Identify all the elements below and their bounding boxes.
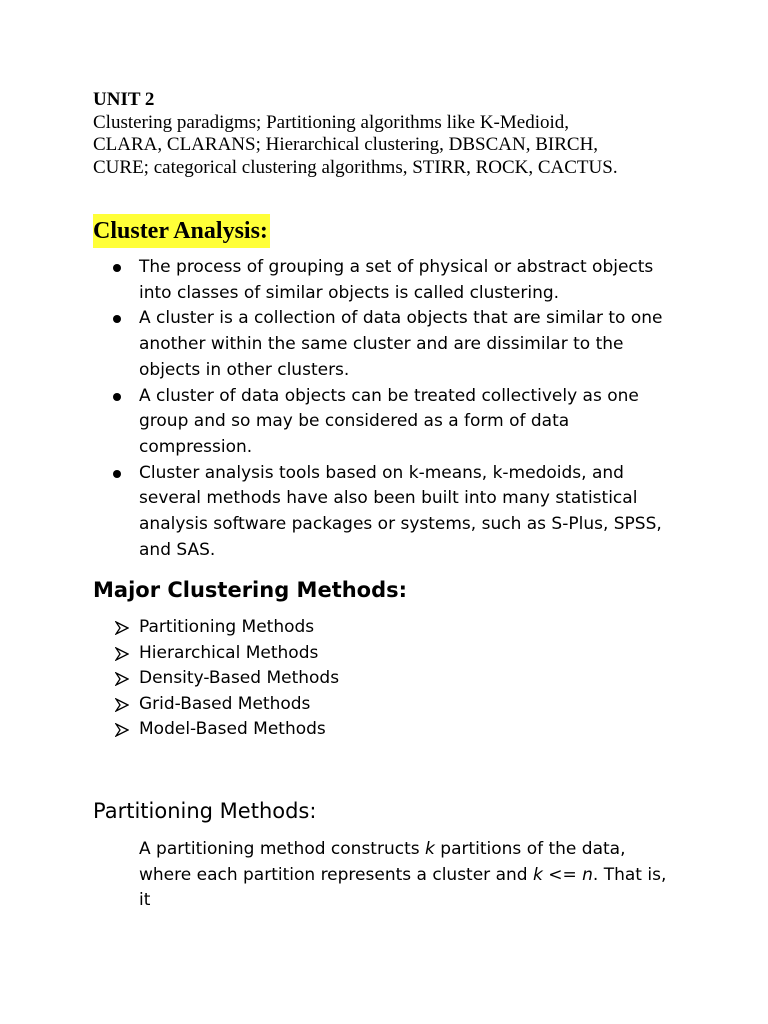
list-item [93, 692, 673, 718]
bullet-icon [113, 393, 121, 401]
text-run: <= [542, 864, 583, 885]
text-run: A partitioning method constructs [139, 839, 426, 859]
unit-intro [93, 89, 693, 179]
list-item [93, 461, 673, 564]
bullet-line: The process of grouping a set of physical or abstract objects [139, 257, 654, 277]
partitioning-paragraph [139, 837, 679, 914]
cluster-analysis-heading: Cluster Analysis: [93, 214, 270, 248]
bullet-line: analysis software packages or systems, such as S-Plus, SPSS, [139, 514, 662, 535]
bullet-line: Cluster analysis tools based on k-means, k-medoids, and [139, 462, 624, 483]
variable-k: k [425, 839, 435, 859]
list-item [93, 666, 673, 692]
list-item [93, 255, 673, 306]
list-item [93, 641, 673, 667]
cluster-analysis-bullets [93, 255, 673, 563]
bullet-line: compression. [139, 436, 253, 457]
bullet-icon [113, 315, 121, 323]
text-run: where each partition represents a cluster and [139, 864, 533, 885]
bullet-line: another within the same cluster and are dissimilar to the [139, 334, 624, 355]
method-label: Density-Based Methods [139, 668, 340, 689]
arrowhead-bullet-icon [115, 723, 129, 737]
bullet-icon [113, 470, 121, 478]
text-run: partitions of the data, [434, 839, 626, 859]
method-label: Model-Based Methods [139, 719, 326, 740]
method-label: Hierarchical Methods [139, 642, 319, 663]
bullet-line: objects in other clusters. [139, 359, 350, 380]
unit-topics-line: Clustering paradigms; Partitioning algorithms like K-Medioid, [93, 111, 570, 133]
bullet-line: and SAS. [139, 539, 216, 560]
text-run: . That is, it [139, 864, 667, 911]
arrowhead-bullet-icon [115, 621, 129, 635]
bullet-line: A cluster of data objects can be treated collectively as one [139, 385, 639, 406]
major-methods-heading: Major Clustering Methods: [93, 578, 408, 602]
method-label: Grid-Based Methods [139, 693, 311, 714]
paragraph-line [139, 863, 679, 914]
bullet-line: A cluster is a collection of data objects that are similar to one [139, 308, 663, 329]
arrowhead-bullet-icon [115, 647, 129, 661]
method-label: Partitioning Methods [139, 617, 315, 637]
arrowhead-bullet-icon [115, 698, 129, 712]
arrowhead-bullet-icon [115, 672, 129, 686]
variable-n: n [582, 864, 593, 885]
bullet-line: group and so may be considered as a form of data [139, 411, 570, 432]
variable-k: k [532, 864, 543, 885]
unit-topics-line: CLARA, CLARANS; Hierarchical clustering, DBSCAN, BIRCH, [93, 134, 599, 155]
paragraph-line [139, 837, 679, 863]
partitioning-methods-heading: Partitioning Methods: [93, 799, 317, 823]
bullet-icon [113, 264, 121, 272]
bullet-line: several methods have also been built into many statistical [139, 488, 638, 509]
major-methods-list [93, 615, 673, 743]
list-item [93, 384, 673, 461]
list-item [93, 615, 673, 641]
list-item [93, 717, 673, 743]
bullet-line: into classes of similar objects is called clustering. [139, 282, 560, 303]
list-item [93, 306, 673, 383]
unit-title: UNIT 2 [93, 89, 155, 110]
unit-topics-line: CURE; categorical clustering algorithms, STIRR, ROCK, CACTUS. [93, 156, 618, 178]
